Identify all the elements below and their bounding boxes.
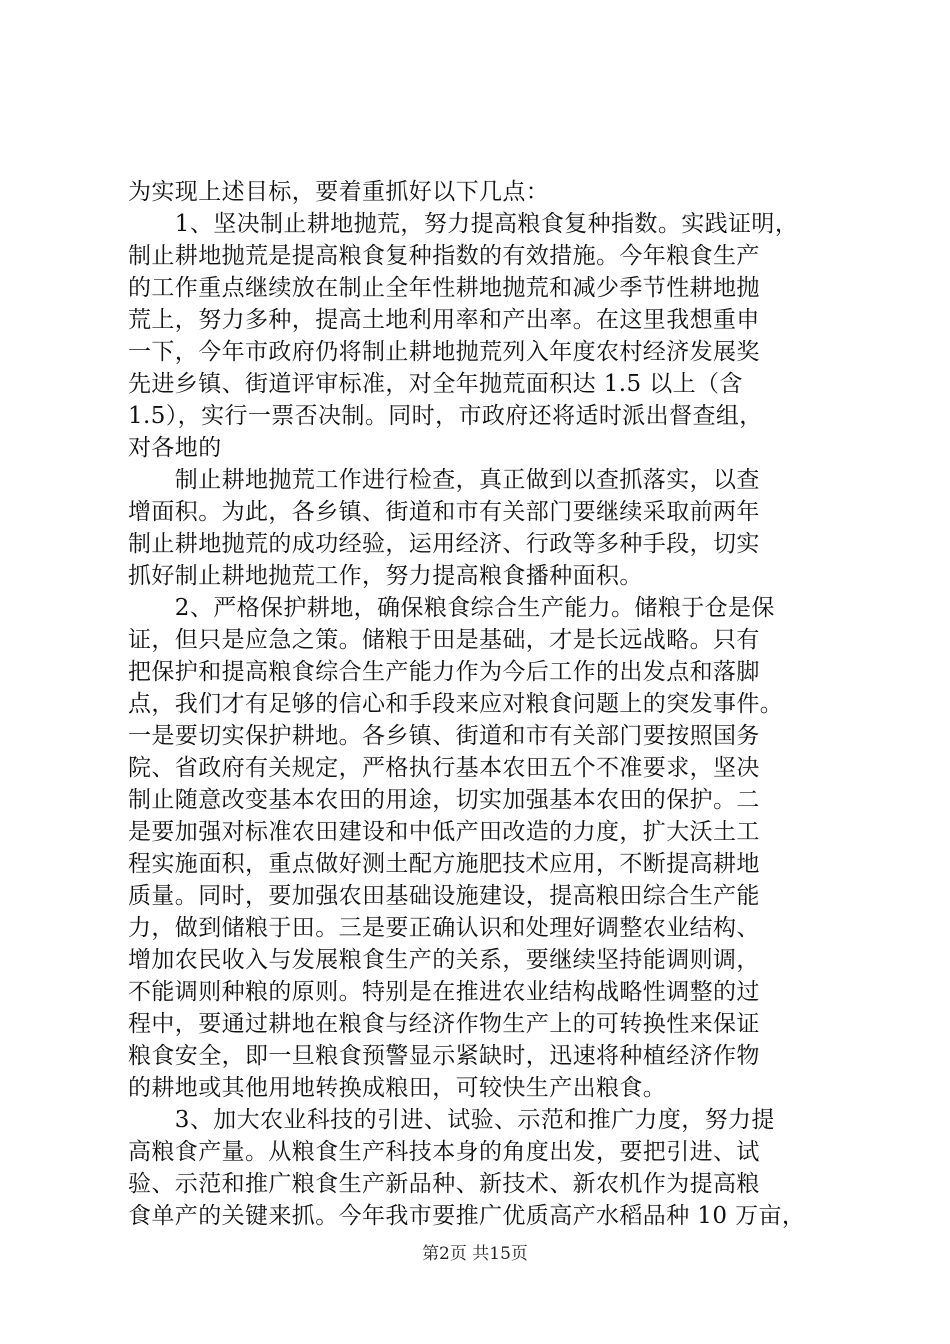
text-line: 为实现上述目标，要着重抓好以下几点： <box>128 179 550 205</box>
text-line: 力，做到储粮于田。三是要正确认识和处理好调整农业结构、 <box>128 915 760 941</box>
text-line: 不能调则种粮的原则。特别是在推进农业结构战略性调整的过 <box>128 979 760 1005</box>
text-line: 先进乡镇、街道评审标准，对全年抛荒面积达 1.5 以上（含 <box>128 371 743 397</box>
text-line: 制止耕地抛荒工作进行检查，真正做到以查抓落实，以查 <box>128 467 760 493</box>
page-footer <box>0 1242 950 1266</box>
text-line: 是要加强对标准农田建设和中低产田改造的力度，扩大沃土工 <box>128 819 760 845</box>
text-line: 粮食安全，即一旦粮食预警显示紧缺时，迅速将种植经济作物 <box>128 1043 760 1069</box>
text-line: 高粮食产量。从粮食生产科技本身的角度出发，要把引进、试 <box>128 1139 760 1165</box>
text-line: 程实施面积，重点做好测土配方施肥技术应用，不断提高耕地 <box>128 851 760 877</box>
text-line: 增面积。为此，各乡镇、街道和市有关部门要继续采取前两年 <box>128 499 760 525</box>
text-line: 点，我们才有足够的信心和手段来应对粮食问题上的突发事件。 <box>128 691 784 717</box>
text-line: 荒上，努力多种，提高土地利用率和产出率。在这里我想重申 <box>128 307 760 333</box>
text-line: 3、加大农业科技的引进、试验、示范和推广力度，努力提 <box>128 1107 775 1133</box>
text-line: 一下，今年市政府仍将制止耕地抛荒列入年度农村经济发展奖 <box>128 339 760 365</box>
text-line: 院、省政府有关规定，严格执行基本农田五个不准要求，坚决 <box>128 755 760 781</box>
text-line: 程中，要通过耕地在粮食与经济作物生产上的可转换性来保证 <box>128 1011 760 1037</box>
text-line: 对各地的 <box>128 435 222 461</box>
text-line: 制止随意改变基本农田的用途，切实加强基本农田的保护。二 <box>128 787 760 813</box>
text-line: 的工作重点继续放在制止全年性耕地抛荒和减少季节性耕地抛 <box>128 275 760 301</box>
text-line: 一是要切实保护耕地。各乡镇、街道和市有关部门要按照国务 <box>128 723 760 749</box>
text-line: 的耕地或其他用地转换成粮田，可较快生产出粮食。 <box>128 1075 667 1101</box>
text-line: 证，但只是应急之策。储粮于田是基础，才是长远战略。只有 <box>128 627 760 653</box>
text-line: 验、示范和推广粮食生产新品种、新技术、新农机作为提高粮 <box>128 1171 760 1197</box>
page-number: 第2页 共15页 <box>422 1244 528 1264</box>
text-line: 把保护和提高粮食综合生产能力作为今后工作的出发点和落脚 <box>128 659 760 685</box>
text-line: 增加农民收入与发展粮食生产的关系，要继续坚持能调则调， <box>128 947 760 973</box>
text-line: 质量。同时，要加强农田基础设施建设，提高粮田综合生产能 <box>128 883 760 909</box>
text-line: 抓好制止耕地抛荒工作，努力提高粮食播种面积。 <box>128 563 643 589</box>
text-line: 1、坚决制止耕地抛荒，努力提高粮食复种指数。实践证明， <box>128 211 799 237</box>
text-line: 2、严格保护耕地，确保粮食综合生产能力。储粮于仓是保 <box>128 595 775 621</box>
text-line: 制止耕地抛荒是提高粮食复种指数的有效措施。今年粮食生产 <box>128 243 760 269</box>
text-line: 1.5），实行一票否决制。同时，市政府还将适时派出督查组， <box>128 403 763 429</box>
text-line: 制止耕地抛荒的成功经验，运用经济、行政等多种手段，切实 <box>128 531 760 557</box>
text-line: 食单产的关键来抓。今年我市要推广优质高产水稻品种 10 万亩， <box>128 1203 806 1229</box>
